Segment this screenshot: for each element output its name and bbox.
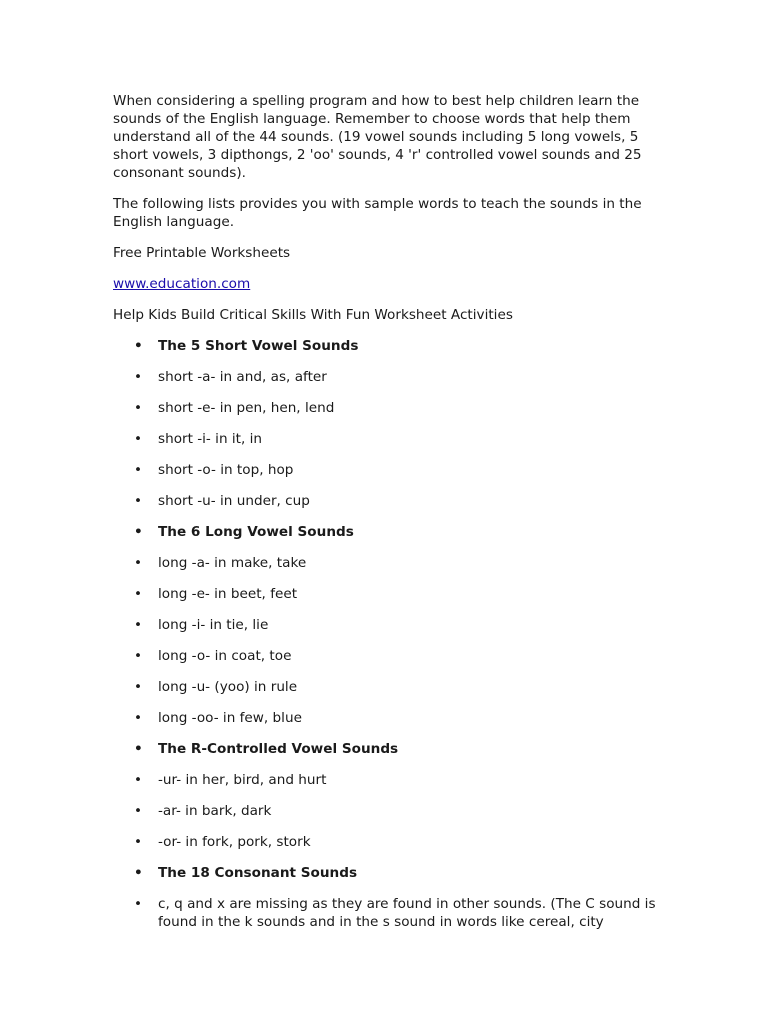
- list-item-text: long -e- in beet, feet: [158, 586, 298, 602]
- list-item: [113, 833, 658, 851]
- list-item: [113, 368, 658, 386]
- bullet-icon: •: [134, 772, 143, 788]
- list-item-text: -or- in fork, pork, stork: [158, 834, 311, 850]
- list-item: [113, 895, 658, 931]
- list-item-text: The 18 Consonant Sounds: [158, 865, 358, 881]
- list-item: [113, 585, 658, 603]
- intro-paragraph: When considering a spelling program and how to best help children learn the sounds of the English language. Remember to choose words that help them understand all of the 44 sounds. (19 vowel sounds including 5 long vowels, 5 short vowels, 3 dipthongs, 2 'oo' sounds, 4 'r' controlled vowel sounds and 25 consonant sounds).: [113, 93, 642, 181]
- list-item-text: long -oo- in few, blue: [158, 710, 302, 726]
- list-item-text: The 6 Long Vowel Sounds: [158, 524, 354, 540]
- bullet-icon: •: [134, 431, 143, 447]
- list-item-text: long -a- in make, take: [158, 555, 307, 571]
- bullet-icon: •: [134, 648, 143, 664]
- list-item: [113, 430, 658, 448]
- bullet-icon: •: [134, 803, 143, 819]
- bullet-icon: •: [134, 679, 143, 695]
- list-item-text: c, q and x are missing as they are found in other sounds. (The C sound is found in the k sounds and in the s sound in words like cereal, city: [158, 896, 656, 930]
- list-item-text: The R-Controlled Vowel Sounds: [158, 741, 399, 757]
- bullet-icon: •: [134, 400, 143, 416]
- lists-intro-paragraph: The following lists provides you with sample words to teach the sounds in the English language.: [113, 196, 642, 230]
- bullet-icon: •: [134, 555, 143, 571]
- list-item-text: short -a- in and, as, after: [158, 369, 327, 385]
- list-heading: [113, 523, 658, 541]
- sound-list: [113, 337, 658, 931]
- list-item-text: long -u- (yoo) in rule: [158, 679, 298, 695]
- list-item: [113, 399, 658, 417]
- ad-link-line: [113, 275, 658, 293]
- list-item: [113, 616, 658, 634]
- list-item-text: short -i- in it, in: [158, 431, 263, 447]
- bullet-icon: •: [134, 462, 143, 478]
- list-item: [113, 554, 658, 572]
- list-item: [113, 802, 658, 820]
- bullet-icon: •: [134, 338, 143, 354]
- list-item-text: -ur- in her, bird, and hurt: [158, 772, 327, 788]
- list-item-text: short -o- in top, hop: [158, 462, 294, 478]
- list-item: [113, 709, 658, 727]
- list-item-text: long -o- in coat, toe: [158, 648, 292, 664]
- list-heading: [113, 864, 658, 882]
- bullet-icon: •: [134, 617, 143, 633]
- list-item-text: The 5 Short Vowel Sounds: [158, 338, 359, 354]
- list-item-text: -ar- in bark, dark: [158, 803, 272, 819]
- bullet-icon: •: [134, 524, 143, 540]
- bullet-icon: •: [134, 493, 143, 509]
- document-page: [113, 92, 658, 944]
- list-heading: [113, 740, 658, 758]
- list-heading: [113, 337, 658, 355]
- bullet-icon: •: [134, 586, 143, 602]
- bullet-icon: •: [134, 710, 143, 726]
- list-item: [113, 678, 658, 696]
- education-link[interactable]: www.education.com: [113, 276, 251, 292]
- list-item: [113, 492, 658, 510]
- bullet-icon: •: [134, 741, 143, 757]
- ad-title: Free Printable Worksheets: [113, 245, 291, 261]
- list-item-text: short -u- in under, cup: [158, 493, 310, 509]
- list-item-text: long -i- in tie, lie: [158, 617, 269, 633]
- bullet-icon: •: [134, 896, 143, 912]
- bullet-icon: •: [134, 369, 143, 385]
- list-item: [113, 647, 658, 665]
- bullet-icon: •: [134, 865, 143, 881]
- list-item: [113, 771, 658, 789]
- bullet-icon: •: [134, 834, 143, 850]
- list-item-text: short -e- in pen, hen, lend: [158, 400, 335, 416]
- ad-tagline: Help Kids Build Critical Skills With Fun Worksheet Activities: [113, 307, 513, 323]
- list-item: [113, 461, 658, 479]
